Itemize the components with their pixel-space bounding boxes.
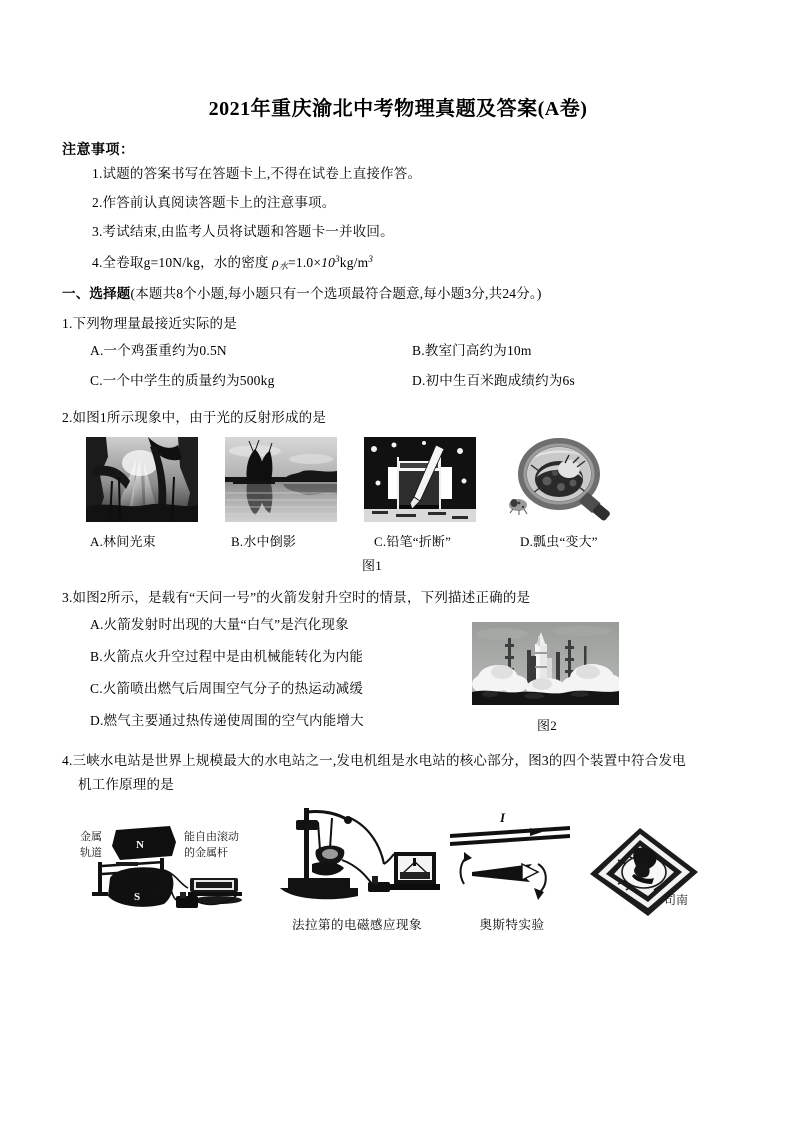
- faraday-induction-diagram: [272, 804, 442, 909]
- notice-item-4: [62, 253, 734, 272]
- power-exponent: 3: [335, 253, 340, 264]
- question-3-option-list: [62, 616, 490, 731]
- question-3-figure: [472, 622, 622, 734]
- current-label: I: [500, 809, 506, 825]
- question-3-body: [62, 616, 734, 744]
- rho-symbol: ρ: [272, 254, 279, 270]
- question-1-option-d[interactable]: D.初中生百米跑成绩约为6s: [412, 372, 575, 388]
- svg-text:N: N: [136, 838, 144, 851]
- question-3-options: [62, 616, 462, 744]
- section-detail: (本题共8个小题,每小题只有一个选项最符合题意,每小题3分,共24分。): [130, 285, 542, 301]
- notice-list: [62, 165, 734, 272]
- sinan-inline-label: 司南: [664, 892, 689, 907]
- oersted-experiment-diagram: [442, 804, 582, 909]
- question-4-figure-strip: [62, 804, 734, 933]
- question-1: [62, 314, 734, 402]
- question-1-stem: 1.下列物理量最接近实际的是: [62, 315, 237, 331]
- question-4: [62, 751, 734, 933]
- notice-item-3: 3.考试结束,由监考人员将试题和答题卡一并收回。: [92, 224, 394, 240]
- rocket-launch-photo: [472, 622, 619, 705]
- svg-text:S: S: [134, 890, 141, 903]
- question-2-figure-label: 图1: [362, 558, 382, 574]
- question-2-captions: [62, 531, 734, 550]
- question-2-figure-b: [225, 437, 337, 522]
- notice-item-1: 1.试题的答案书写在答题卡上,不得在试卷上直接作答。: [92, 166, 422, 181]
- question-1-option-a[interactable]: A.一个鸡蛋重约为0.5N: [90, 342, 227, 358]
- question-2-caption-c: C.铅笔“折断”: [374, 534, 452, 550]
- question-3-stem: 3.如图2所示，是载有“天问一号”的火箭发射升空时的情景，下列描述正确的是: [62, 590, 531, 606]
- question-1-options: [62, 342, 734, 402]
- section-name: 选择题: [89, 285, 131, 301]
- power-base: 10: [321, 254, 336, 270]
- question-3-option-b[interactable]: B.火箭点火升空过程中是由机械能转化为内能: [90, 649, 364, 665]
- page-title: 2021年重庆渝北中考物理真题及答案(A卷): [208, 98, 588, 120]
- metal-rail-magnet-diagram: [72, 822, 272, 927]
- question-2-caption-d: D.瓢虫“变大”: [520, 534, 598, 550]
- label-rolling-rod-line2: 的金属杆: [184, 846, 228, 859]
- question-4-stem-line1: 4.三峡水电站是世界上规模最大的水电站之一,发电机组是水电站的核心部分，图3的四个装置中符合发电: [62, 752, 686, 768]
- water-reflection-photo: [225, 437, 337, 522]
- question-3-figure-label: 图2: [537, 718, 557, 734]
- question-1-option-b[interactable]: B.教室门高约为10m: [412, 342, 532, 358]
- question-2-stem: 2.如图1所示现象中，由于光的反射形成的是: [62, 410, 327, 426]
- question-2-figure-d: [503, 437, 615, 522]
- equals-value: =1.0×: [288, 254, 322, 270]
- question-3-option-a[interactable]: A.火箭发射时出现的大量“白气”是汽化现象: [90, 617, 349, 633]
- question-4-figure-a: [72, 822, 272, 933]
- question-1-option-c[interactable]: C.一个中学生的质量约为500kg: [90, 372, 275, 388]
- page-content: [62, 95, 734, 940]
- label-metal-track-line2: 轨道: [80, 846, 102, 859]
- ladybug-magnifier-photo: [503, 437, 615, 522]
- question-4-figure-c: [442, 804, 582, 933]
- question-4-figure-b: [272, 804, 442, 933]
- notice-item-4-prefix: 4.全卷取g=10N/kg，水的密度: [92, 254, 273, 270]
- label-metal-track-line1: 金属: [80, 830, 102, 843]
- question-4-figure-d: [582, 822, 707, 933]
- question-2-figure-c: [364, 437, 476, 522]
- question-4-stem-line2: 机工作原理的是: [78, 776, 174, 792]
- water-density-formula: [272, 255, 373, 270]
- notice-item-2: 2.作答前认真阅读答题卡上的注意事项。: [92, 195, 336, 211]
- question-3: [62, 588, 734, 743]
- question-4-caption-b: 法拉第的电磁感应现象: [291, 917, 422, 932]
- sinan-compass-diagram: [582, 822, 707, 927]
- section-heading: [62, 285, 734, 304]
- question-3-option-c[interactable]: C.火箭喷出燃气后周围空气分子的热运动减缓: [90, 681, 364, 697]
- forest-light-beam-photo: [86, 437, 198, 522]
- density-unit: kg/m: [339, 254, 369, 270]
- question-2-figure-a: [86, 437, 198, 522]
- question-2-caption-b: B.水中倒影: [231, 534, 297, 550]
- density-unit-exponent: 3: [368, 253, 374, 264]
- rho-subscript: 水: [278, 260, 289, 271]
- section-index: 一、: [62, 285, 90, 301]
- question-4-caption-c: 奥斯特实验: [479, 917, 545, 932]
- question-2: [62, 408, 734, 574]
- question-2-caption-a: A.林间光束: [90, 534, 156, 550]
- pencil-in-glass-photo: [364, 437, 476, 522]
- notice-heading: 注意事项：: [62, 143, 135, 158]
- question-2-figure-strip: [62, 437, 734, 522]
- label-rolling-rod-line1: 能自由滚动: [184, 830, 239, 843]
- question-3-option-d[interactable]: D.燃气主要通过热传递使周围的空气内能增大: [90, 712, 364, 728]
